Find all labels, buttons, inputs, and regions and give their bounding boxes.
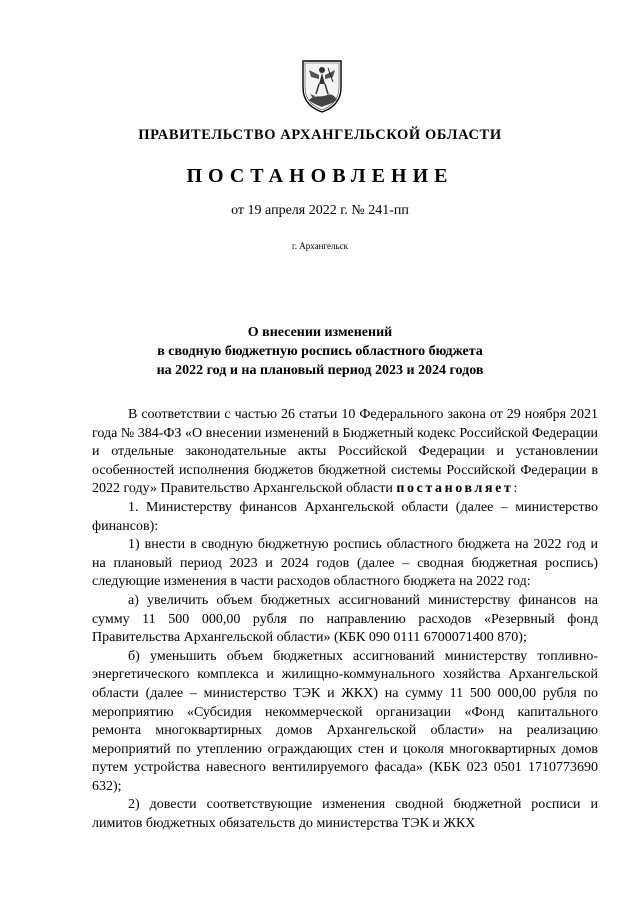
paragraph-1: 1. Министерству финансов Архангельской области (далее – министерство финансов):	[92, 499, 598, 534]
document-type: ПОСТАНОВЛЕНИЕ	[186, 165, 454, 187]
intro-paragraph	[92, 406, 598, 499]
paragraph-1-1-a: а) увеличить объем бюджетных ассигнований министерству финансов на сумму 11 500 000,00 рубля по направлению расходов «Резервный фонд Правительства Архангельской области» (КБК 090 0111 6700071400 870);	[92, 592, 598, 646]
decree-word: постановляет	[396, 481, 514, 497]
title-line-2: в сводную бюджетную роспись областного бюджета	[157, 344, 483, 359]
title-line-1: О внесении изменений	[247, 325, 393, 340]
title-line-3: на 2022 год и на плановый период 2023 и 2024 годов	[156, 363, 484, 378]
decree-colon: :	[513, 481, 518, 497]
document-body	[92, 406, 598, 834]
coat-of-arms-icon	[297, 58, 347, 114]
document-title	[0, 323, 640, 380]
date-number-line: от 19 апреля 2022 г. № 241-пп	[231, 203, 409, 218]
paragraph-1-2: 2) довести соответствующие изменения сводной бюджетной росписи и лимитов бюджетных обязательств до министерства ТЭК и ЖКХ	[92, 797, 598, 832]
city-name: г. Архангельск	[292, 241, 348, 251]
paragraph-1-1: 1) внести в сводную бюджетную роспись областного бюджета на 2022 год и на плановый период 2023 и 2024 годов (далее – сводная бюджетная роспись) следующие изменения в части расходов областного бюджета на 2022 год:	[92, 537, 598, 590]
paragraph-1-1-b: б) уменьшить объем бюджетных ассигнований министерству топливно-энергетического комплекса и жилищно-коммунального хозяйства Архангельской области (далее – министерство ТЭК и ЖКХ) на сумму 11 500 000,00 рубля по мероприятию «Субсидия некоммерческой организации «Фонд капитального ремонта многоквартирных домов Архангельской области» на реализацию мероприятий по утеплению ограждающих стен и цоколя многоквартирных домов путем устройства навесного вентилируемого фасада» (КБК 023 0501 1710773690 632);	[92, 648, 598, 794]
organization-name: ПРАВИТЕЛЬСТВО АРХАНГЕЛЬСКОЙ ОБЛАСТИ	[138, 127, 502, 143]
intro-text: В соответствии с частью 26 статьи 10 Федерального закона от 29 ноября 2021 года № 384-ФЗ «О внесении изменений в Бюджетный кодекс Российской Федерации и отдельные законодательные акты Российской Федерации и установлении особенностей исполнения бюджетов бюджетной системы Российской Федерации в 2022 году» Правительство Архангельской области	[92, 407, 598, 497]
